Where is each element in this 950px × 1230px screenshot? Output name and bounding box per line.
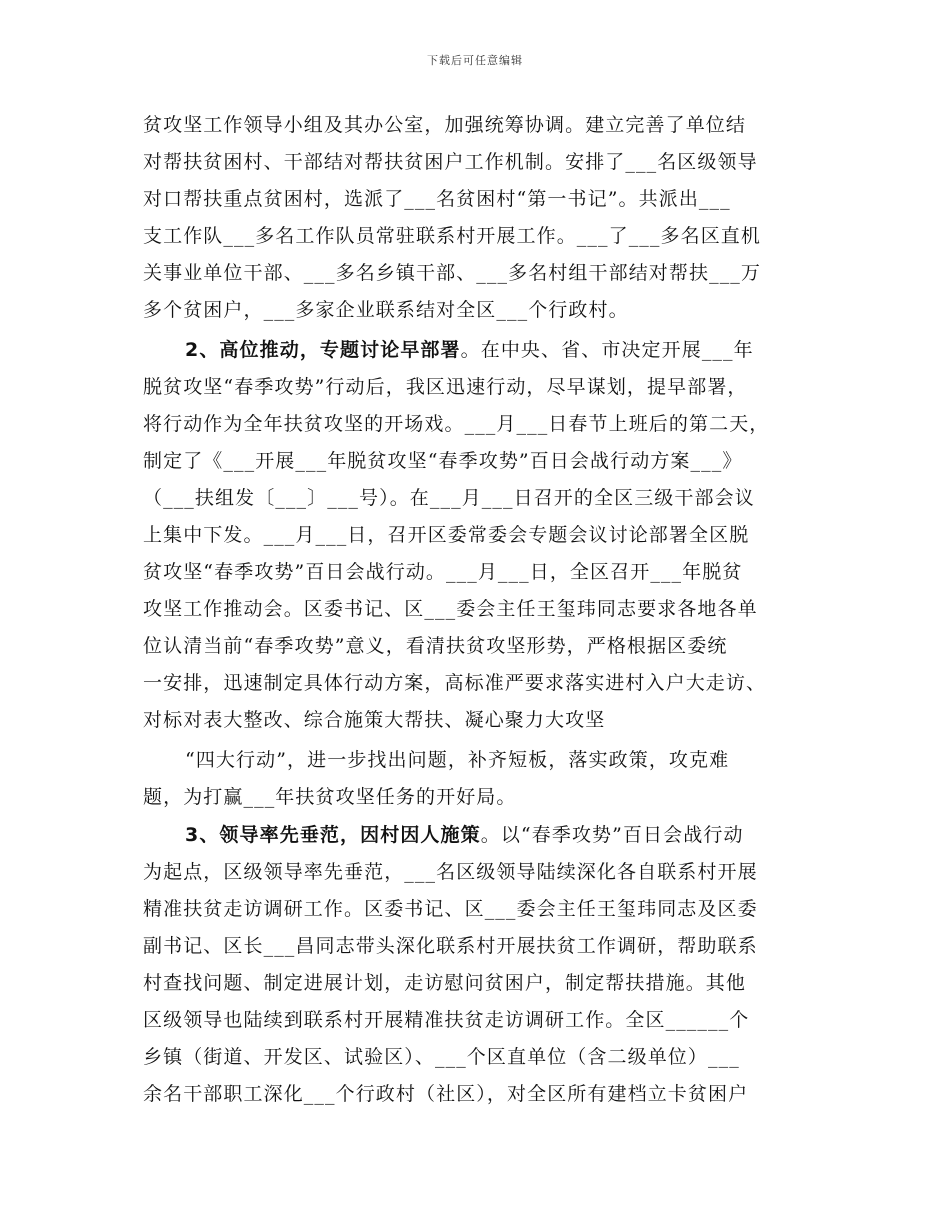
text-line: 制定了《___开展___年脱贫攻坚“春季攻势”百日会战行动方案___》 <box>143 450 743 472</box>
text-line: 区级领导也陆续到联系村开展精准扶贫走访调研工作。全区______个 <box>143 1009 750 1031</box>
text-line: 副书记、区长___昌同志带头深化联系村开展扶贫工作调研，帮助联系 <box>143 935 758 957</box>
text-line: “四大行动”，进一步找出问题，补齐短板，落实政策，攻克难 <box>185 749 730 771</box>
text-line: 为起点，区级领导率先垂范，___名区级领导陆续深化各自联系村开展 <box>143 861 758 883</box>
text-line: 攻坚工作推动会。区委书记、区___委会主任王玺玮同志要求各地各单 <box>143 598 758 620</box>
text-line: 乡镇（街道、开发区、试验区）、___个区直单位（含二级单位）___ <box>143 1046 740 1068</box>
text-line: 支工作队___多名工作队员常驻联系村开展工作。___了___多名区直机 <box>143 225 762 247</box>
section-heading-line: 2、高位推动，专题讨论早部署。在中央、省、市决定开展___年 <box>185 339 754 361</box>
text-line: 多个贫困户，___多家企业联系结对全区___个行政村。 <box>143 299 629 321</box>
section-heading-line: 3、领导率先垂范，因村因人施策。以“春季攻势”百日会战行动 <box>185 824 744 846</box>
text-line: 对帮扶贫困村、干部结对帮扶贫困户工作机制。安排了___名区级领导 <box>143 151 758 173</box>
text-line: 关事业单位干部、___多名乡镇干部、___多名村组干部结对帮扶___万 <box>143 262 762 284</box>
text-line: 将行动作为全年扶贫攻坚的开场戏。___月___日春节上班后的第二天， <box>143 413 770 435</box>
section-heading: 3、领导率先垂范，因村因人施策 <box>185 824 481 846</box>
text-line: 题，为打赢___年扶贫攻坚任务的开好局。 <box>143 786 517 808</box>
text-line: 一安排，迅速制定具体行动方案，高标准严要求落实进村入户大走访、 <box>143 672 767 694</box>
text-line: 脱贫攻坚“春季攻势”行动后，我区迅速行动，尽早谋划，提早部署， <box>143 376 748 398</box>
page-header: 下载后可任意编辑 <box>427 54 523 67</box>
text-line: 贫攻坚“春季攻势”百日会战行动。___月___日，全区召开___年脱贫 <box>143 561 743 583</box>
text-line: 对口帮扶重点贫困村，选派了___名贫困村“第一书记”。共派出___ <box>143 188 731 210</box>
text-line: （___扶组发〔___〕___号）。在___月___日召开的全区三级干部会议 <box>143 487 755 509</box>
section-heading: 2、高位推动，专题讨论早部署 <box>185 339 461 361</box>
text-line: 余名干部职工深化___个行政村（社区），对全区所有建档立卡贫困户 <box>143 1083 749 1105</box>
text-line: 位认清当前“春季攻势”意义，看清扶贫攻坚形势，严格根据区委统 <box>143 635 728 657</box>
text-line: 对标对表大整改、综合施策大帮扶、凝心聚力大攻坚 <box>143 709 606 731</box>
text-line: 村查找问题、制定进展计划，走访慰问贫困户，制定帮扶措施。其他 <box>143 972 747 994</box>
text-line: 精准扶贫走访调研工作。区委书记、区___委会主任王玺玮同志及区委 <box>143 898 758 920</box>
text-line: 上集中下发。___月___日，召开区委常委会专题会议讨论部署全区脱 <box>143 524 750 546</box>
text-line: 贫攻坚工作领导小组及其办公室，加强统筹协调。建立完善了单位结 <box>143 114 747 136</box>
